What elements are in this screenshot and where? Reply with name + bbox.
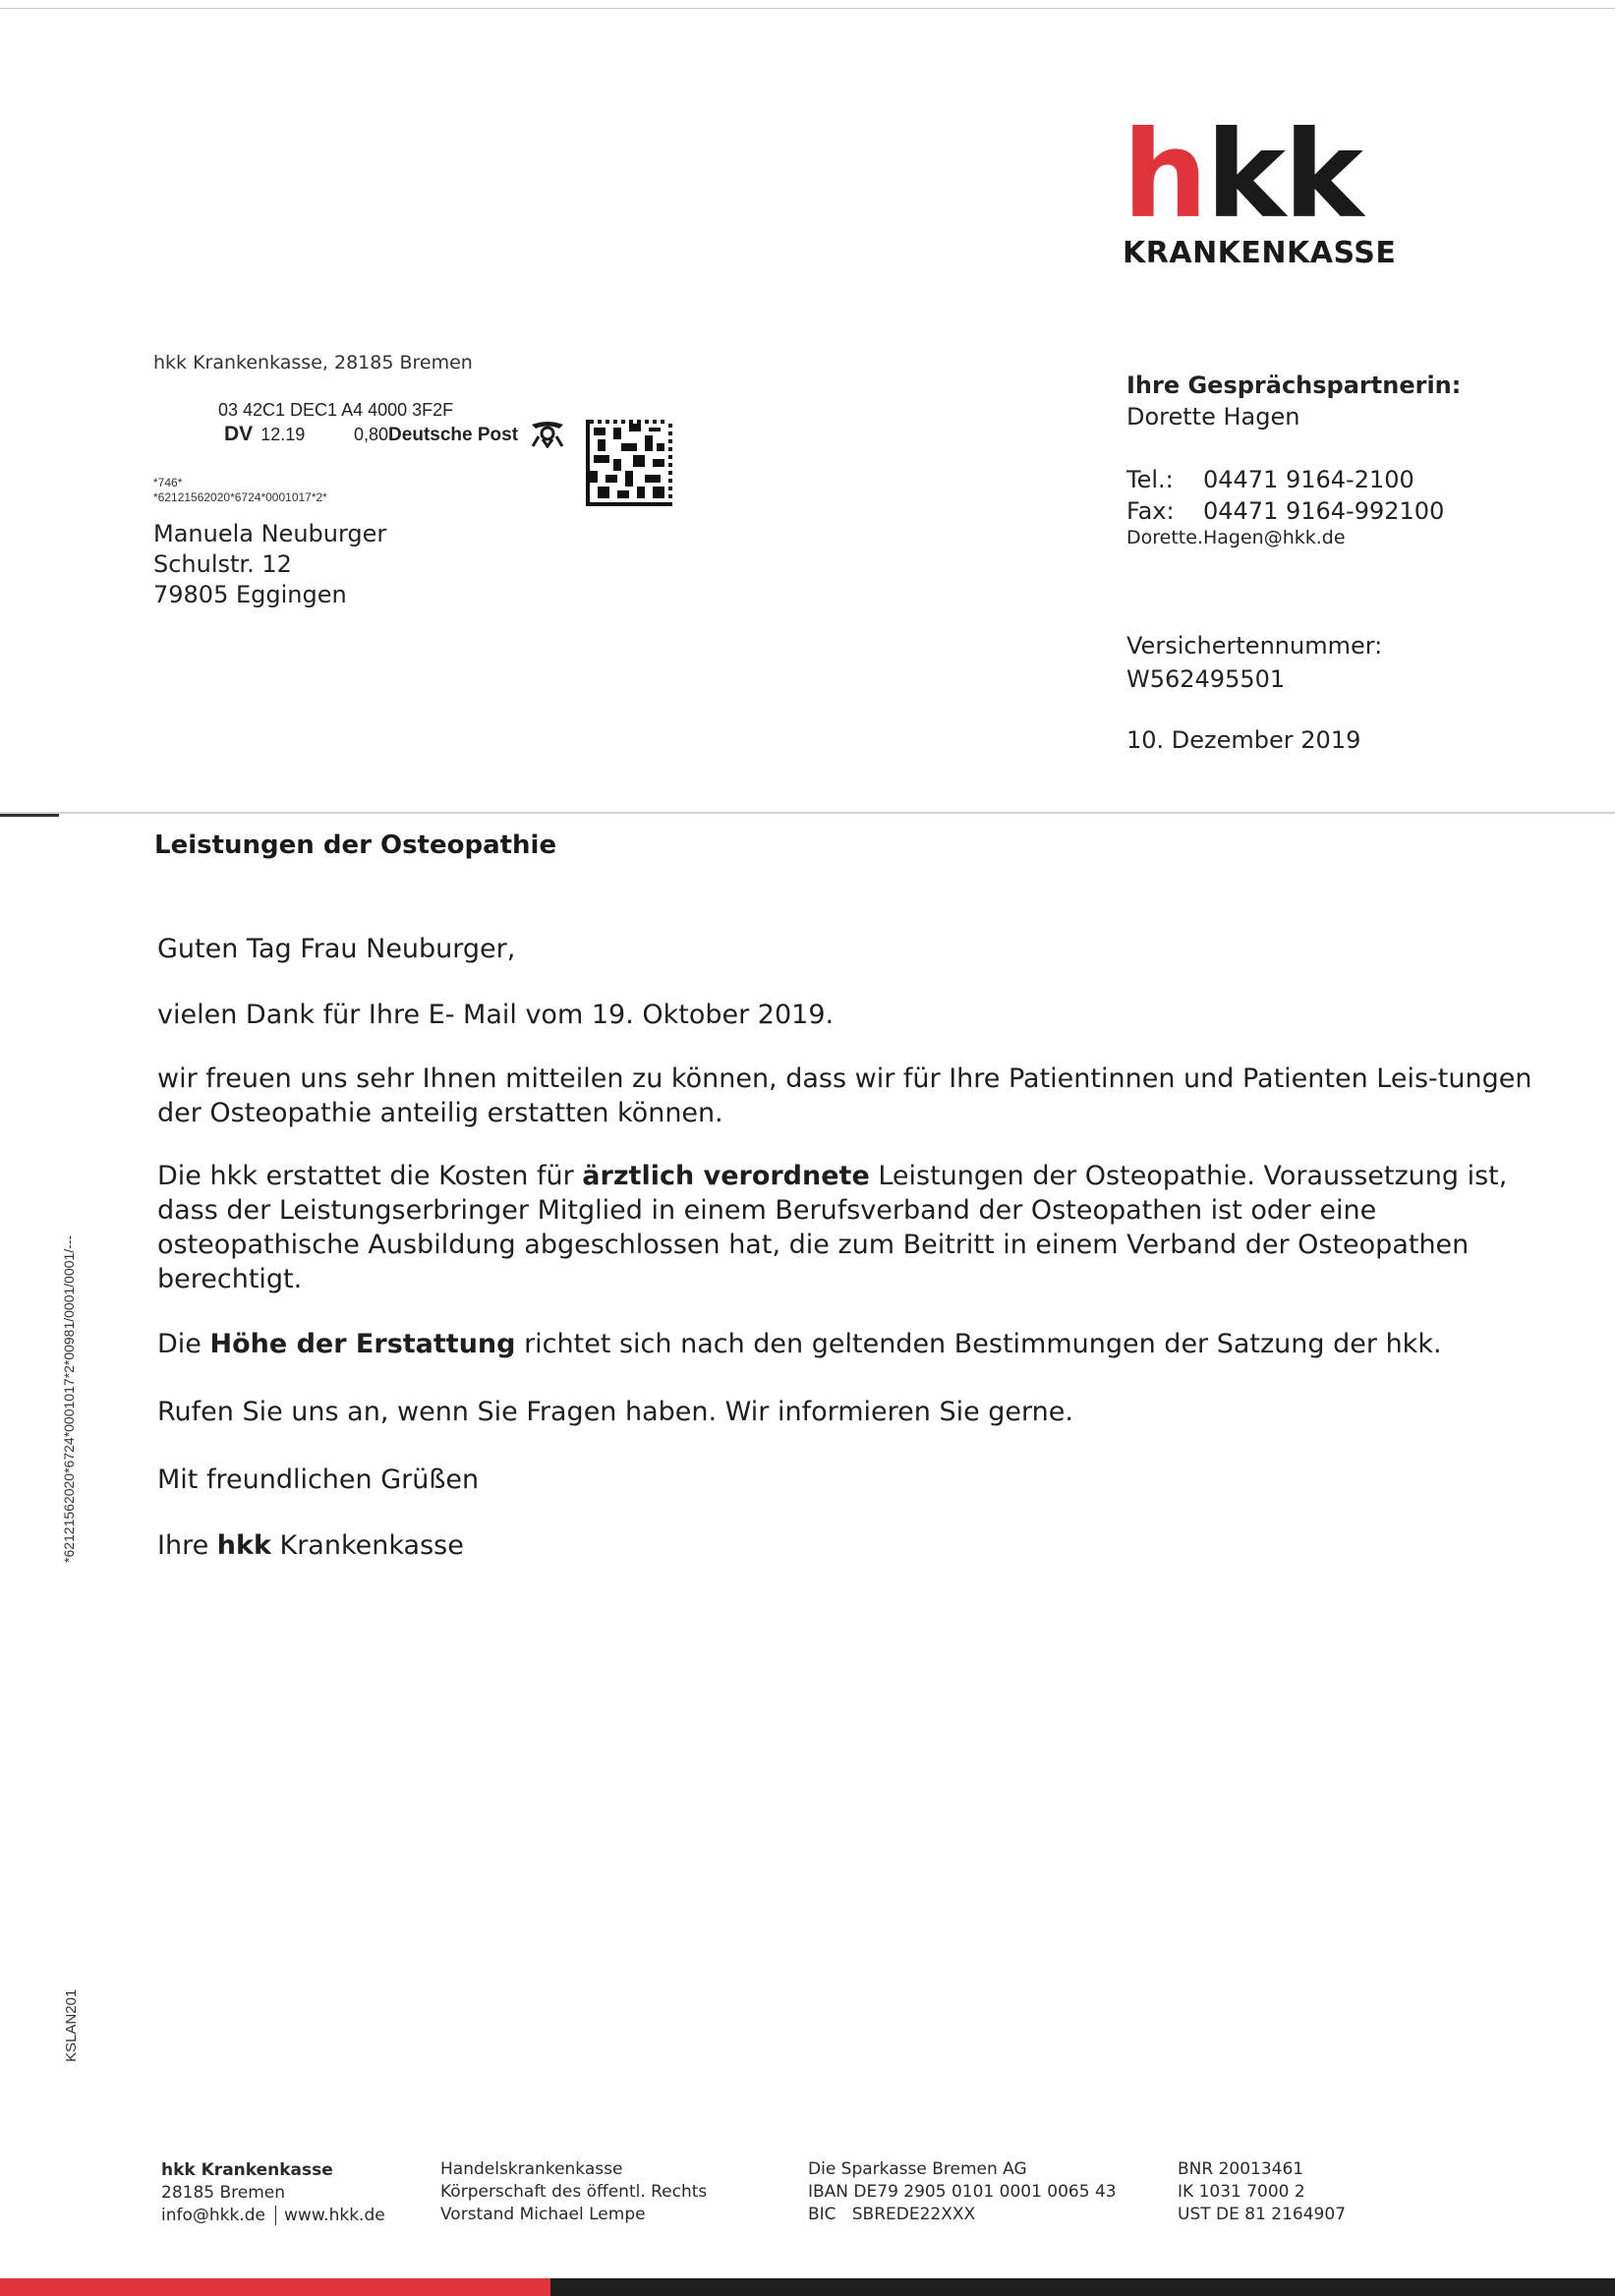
franking-postage-value: 0,80	[354, 425, 389, 444]
signoff-a: Ihre	[157, 1530, 217, 1561]
letter-subject: Leistungen der Osteopathie	[154, 831, 557, 860]
logo-wordmark	[1123, 105, 1378, 245]
footer-bank-1: Die Sparkasse Bremen AG	[808, 2159, 1027, 2179]
franking-dv	[224, 423, 305, 446]
footer-bar-dark	[550, 2278, 1615, 2296]
footer-ids-2: IK 1031 7000 2	[1178, 2182, 1305, 2202]
insured-number: W562495501	[1126, 665, 1286, 693]
paragraph-4-a: Die	[157, 1329, 210, 1359]
franking-dv-date: 12.19	[260, 425, 306, 444]
paragraph-3-c: Leistungen der Osteopathie. Voraussetzung ist, dass der Leistungserbringer Mitglied in einem Berufsverband der Osteopathen ist oder eine osteopathische Ausbildung abgeschlossen hat, die zum Beitritt in einem Verband der Osteopathen berechtigt.	[157, 1161, 1508, 1294]
paragraph-4-c: richtet sich nach den geltenden Bestimmungen der Satzung der hkk.	[515, 1329, 1442, 1359]
post-horn-icon	[529, 419, 566, 448]
fax-label: Fax:	[1126, 497, 1175, 525]
footer-bank	[808, 2158, 1117, 2226]
form-code: KSLAN201	[63, 1988, 80, 2062]
hkk-logo	[1123, 105, 1397, 270]
footer-email: info@hkk.de	[161, 2206, 266, 2225]
footer-legal-2: Körperschaft des öffentl. Rechts	[440, 2182, 708, 2202]
footer-ids-3: UST DE 81 2164907	[1178, 2205, 1347, 2224]
paragraph-3-a: Die hkk erstattet die Kosten für	[157, 1161, 583, 1191]
tracking-line-2: *62121562020*6724*0001017*2*	[153, 490, 327, 504]
closing: Mit freundlichen Grüßen	[157, 1464, 480, 1495]
paragraph-4	[157, 1327, 1533, 1361]
datamatrix-code	[586, 419, 672, 507]
contact-name: Dorette Hagen	[1126, 403, 1300, 430]
paragraph-3	[157, 1159, 1533, 1296]
fax-number: 04471 9164-992100	[1203, 497, 1445, 525]
paragraph-3-bold: ärztlich verordnete	[582, 1161, 870, 1191]
side-tracking-code: *62121562020*6724*0001017*2*00981/0001/0001/---	[61, 1234, 77, 1563]
top-edge-line	[0, 8, 1615, 9]
signoff	[157, 1528, 1533, 1563]
salutation: Guten Tag Frau Neuburger,	[157, 934, 516, 964]
tel-label: Tel.:	[1126, 466, 1174, 493]
recipient-address	[153, 519, 386, 610]
footer-legal-3: Vorstand Michael Lempe	[440, 2205, 646, 2224]
letter-date: 10. Dezember 2019	[1126, 726, 1361, 754]
insured-number-label: Versichertennummer:	[1126, 632, 1383, 660]
footer-legal	[440, 2158, 707, 2226]
recipient-street: Schulstr. 12	[153, 550, 292, 578]
franking-code: 03 42C1 DEC1 A4 4000 3F2F	[218, 400, 454, 420]
paragraph-4-bold: Höhe der Erstattung	[209, 1329, 516, 1359]
footer-legal-1: Handelskrankenkasse	[440, 2159, 623, 2179]
contact-email: Dorette.Hagen@hkk.de	[1126, 527, 1346, 548]
logo-subtitle: KRANKENKASSE	[1123, 236, 1397, 270]
footer-company-city: 28185 Bremen	[161, 2183, 286, 2203]
fold-mark	[0, 814, 59, 817]
contact-label: Ihre Gesprächspartnerin:	[1126, 372, 1462, 399]
footer-ids	[1178, 2158, 1346, 2226]
sender-return-address: hkk Krankenkasse, 28185 Bremen	[153, 352, 473, 373]
recipient-name: Manuela Neuburger	[153, 520, 387, 547]
tel-number: 04471 9164-2100	[1203, 466, 1414, 493]
footer-company-name: hkk Krankenkasse	[161, 2160, 333, 2180]
paragraph-2: wir freuen uns sehr Ihnen mitteilen zu können, dass wir für Ihre Patientinnen und Patienten Leis-tungen der Osteopathie anteilig erstatten können.	[157, 1063, 1532, 1128]
paragraph-1: vielen Dank für Ihre E- Mail vom 19. Oktober 2019.	[157, 1000, 835, 1030]
footer-bar-red	[0, 2278, 550, 2296]
fold-line	[0, 812, 1615, 814]
footer-bank-2: IBAN DE79 2905 0101 0001 0065 43	[808, 2182, 1117, 2202]
footer-website: www.hkk.de	[284, 2206, 385, 2225]
franking-carrier: Deutsche Post	[388, 425, 519, 445]
signoff-brand: hkk	[216, 1530, 271, 1561]
footer-company	[161, 2159, 385, 2227]
footer-separator	[275, 2206, 276, 2225]
tracking-line-1: *746*	[153, 476, 183, 489]
recipient-city: 79805 Eggingen	[153, 581, 347, 608]
contact-phone-fax	[1126, 464, 1444, 527]
footer-ids-1: BNR 20013461	[1178, 2159, 1304, 2179]
contact-person	[1126, 372, 1461, 430]
paragraph-5: Rufen Sie uns an, wenn Sie Fragen haben. Wir informieren Sie gerne.	[157, 1397, 1073, 1427]
signoff-c: Krankenkasse	[270, 1530, 464, 1561]
franking-dv-label: DV	[224, 423, 254, 445]
logo-kk: kk	[1205, 105, 1362, 245]
franking-postage	[354, 425, 518, 446]
footer-bank-3: BIC SBREDE22XXX	[808, 2205, 976, 2224]
logo-h: h	[1123, 105, 1206, 245]
